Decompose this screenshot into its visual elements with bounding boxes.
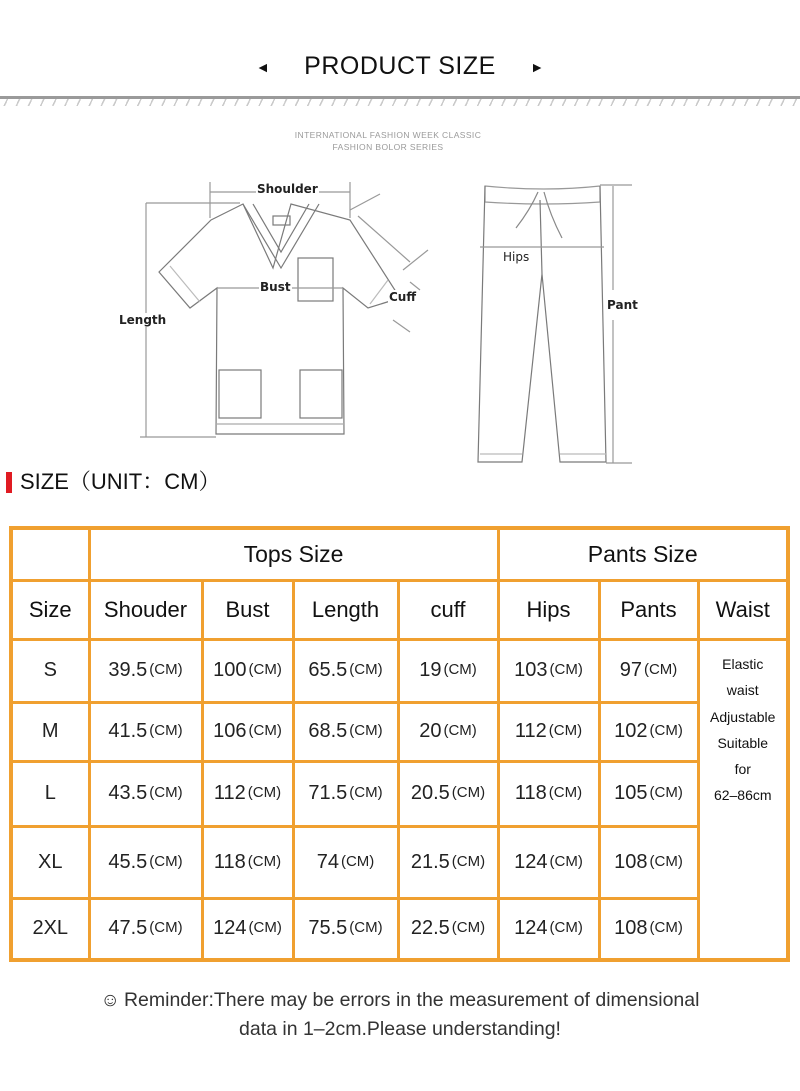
- pants-value: 108 (CM): [599, 826, 698, 898]
- pants-size-header: Pants Size: [498, 528, 788, 580]
- shoulder-value: 41.5 (CM): [89, 702, 202, 761]
- pants-value: 105 (CM): [599, 761, 698, 826]
- page-header: [0, 52, 800, 88]
- hips-label: Hips: [503, 250, 530, 264]
- shoulder-value: 39.5 (CM): [89, 639, 202, 702]
- left-arrow-icon: ◄: [255, 58, 270, 75]
- waist-note-cell: [698, 639, 788, 960]
- smiley-icon: ☺: [100, 990, 120, 1011]
- cuff-value: 20 (CM): [398, 702, 498, 761]
- cuff-value: 19 (CM): [398, 639, 498, 702]
- length-value: 75.5 (CM): [293, 898, 398, 960]
- accent-bar: [6, 472, 12, 493]
- col-header-waist: Waist: [698, 580, 788, 639]
- shoulder-label: Shoulder: [257, 182, 318, 196]
- table-row: [11, 761, 788, 826]
- scrub-pants-illustration: [460, 170, 660, 470]
- hips-value: 118 (CM): [498, 761, 599, 826]
- hips-value: 112 (CM): [498, 702, 599, 761]
- cuff-label: Cuff: [389, 290, 417, 304]
- size-label: S: [11, 639, 89, 702]
- cuff-value: 20.5 (CM): [398, 761, 498, 826]
- size-label: 2XL: [11, 898, 89, 960]
- length-value: 68.5 (CM): [293, 702, 398, 761]
- waist-note-line: waist: [726, 681, 759, 698]
- cuff-value: 22.5 (CM): [398, 898, 498, 960]
- bust-value: 106 (CM): [202, 702, 293, 761]
- group-header-row: [11, 528, 788, 580]
- tops-size-header: Tops Size: [89, 528, 498, 580]
- bust-value: 124 (CM): [202, 898, 293, 960]
- length-value: 71.5 (CM): [293, 761, 398, 826]
- bust-value: 112 (CM): [202, 761, 293, 826]
- col-header-cuff: cuff: [398, 580, 498, 639]
- length-value: 65.5 (CM): [293, 639, 398, 702]
- bust-label: Bust: [260, 280, 291, 294]
- col-header-shoulder: Shouder: [89, 580, 202, 639]
- page-title: PRODUCT SIZE: [304, 52, 496, 80]
- decorative-divider: [0, 96, 800, 108]
- column-header-row: [11, 580, 788, 639]
- table-row: [11, 702, 788, 761]
- size-label: XL: [11, 826, 89, 898]
- subtitle-line-2: FASHION BOLOR SERIES: [332, 142, 444, 152]
- size-chart-table: [9, 526, 790, 962]
- col-header-size: Size: [11, 580, 89, 639]
- waist-note-line: Suitable: [717, 734, 769, 751]
- size-label: M: [11, 702, 89, 761]
- col-header-hips: Hips: [498, 580, 599, 639]
- top-garment-diagram: [110, 170, 440, 450]
- size-label: L: [11, 761, 89, 826]
- col-header-bust: Bust: [202, 580, 293, 639]
- hips-value: 103 (CM): [498, 639, 599, 702]
- pants-value: 102 (CM): [599, 702, 698, 761]
- length-label: Length: [119, 313, 167, 327]
- subtitle-line-1: INTERNATIONAL FASHION WEEK CLASSIC: [294, 130, 482, 140]
- shoulder-value: 47.5 (CM): [89, 898, 202, 960]
- scrub-top-illustration: [110, 170, 440, 450]
- reminder-text-1: Reminder:There may be errors in the measurement of dimensional: [123, 989, 700, 1011]
- shoulder-value: 45.5 (CM): [89, 826, 202, 898]
- pants-value: 108 (CM): [599, 898, 698, 960]
- table-row: [11, 898, 788, 960]
- empty-corner-cell: [11, 528, 89, 580]
- cuff-value: 21.5 (CM): [398, 826, 498, 898]
- divider-hatching: [0, 99, 800, 106]
- reminder-line-1: [0, 986, 800, 1015]
- shoulder-value: 43.5 (CM): [89, 761, 202, 826]
- measurement-reminder: [0, 986, 800, 1044]
- bust-value: 100 (CM): [202, 639, 293, 702]
- waist-note-line: Elastic: [722, 655, 764, 672]
- table-row: [11, 639, 788, 702]
- table-row: [11, 826, 788, 898]
- size-section-title: SIZE（UNIT：CM）: [20, 469, 221, 494]
- reminder-text-2: data in 1–2cm.Please understanding!: [239, 1018, 561, 1040]
- bust-value: 118 (CM): [202, 826, 293, 898]
- col-header-length: Length: [293, 580, 398, 639]
- pants-value: 97 (CM): [599, 639, 698, 702]
- pants-diagram: [460, 170, 660, 470]
- length-value: 74 (CM): [293, 826, 398, 898]
- right-arrow-icon: ►: [530, 58, 545, 75]
- pant-label: Pant: [607, 298, 638, 312]
- waist-note-line: for: [734, 760, 751, 777]
- series-subtitle: [0, 129, 776, 153]
- col-header-pants: Pants: [599, 580, 698, 639]
- waist-note-line: Adjustable: [710, 708, 776, 725]
- hips-value: 124 (CM): [498, 898, 599, 960]
- waist-note-line: 62–86cm: [713, 786, 772, 803]
- hips-value: 124 (CM): [498, 826, 599, 898]
